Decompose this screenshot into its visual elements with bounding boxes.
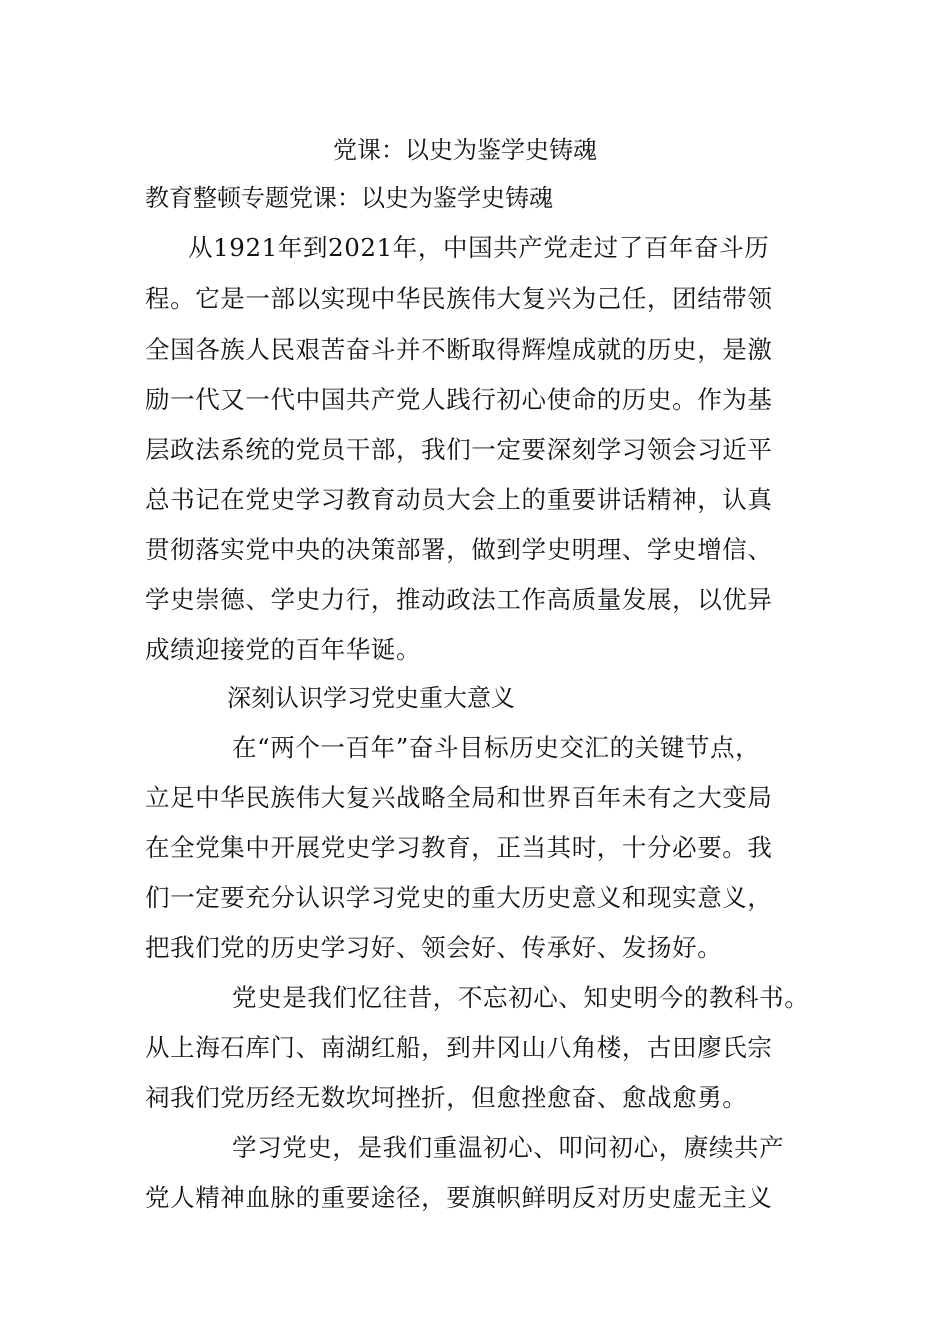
section-heading: 深刻认识学习党史重大意义	[227, 684, 515, 712]
paragraph-2-line: 在全党集中开展党史学习教育，正当其时，十分必要。我	[145, 833, 773, 862]
paragraph-4-line: 党人精神血脉的重要途径，要旗帜鲜明反对历史虚无主义	[145, 1183, 773, 1212]
paragraph-1-line: 层政法系统的党员干部，我们一定要深刻学习领会习近平	[145, 435, 773, 464]
paragraph-1-line: 从1921年到2021年，中国共产党走过了百年奋斗历	[188, 233, 770, 262]
paragraph-3-line: 党史是我们忆往昔，不忘初心、知史明今的教科书。	[232, 983, 810, 1012]
paragraph-3-line: 祠我们党历经无数坎坷挫折，但愈挫愈奋、愈战愈勇。	[145, 1083, 748, 1112]
paragraph-2-line: 们一定要充分认识学习党史的重大历史意义和现实意义，	[145, 883, 773, 912]
paragraph-2-line: 在“两个一百年”奋斗目标历史交汇的关键节点，	[232, 733, 761, 762]
paragraph-1-line: 成绩迎接党的百年华诞。	[145, 635, 422, 664]
paragraph-1-line: 励一代又一代中国共产党人践行初心使命的历史。作为基	[145, 385, 773, 414]
paragraph-1-line: 贯彻落实党中央的决策部署，做到学史明理、学史增信、	[145, 535, 773, 564]
paragraph-4-line: 学习党史，是我们重温初心、叩问初心，赓续共产	[232, 1133, 785, 1162]
document-subtitle: 教育整顿专题党课：以史为鉴学史铸魂	[145, 184, 553, 212]
paragraph-1-line: 全国各族人民艰苦奋斗并不断取得辉煌成就的历史，是激	[145, 335, 773, 364]
paragraph-1-line: 总书记在党史学习教育动员大会上的重要讲话精神，认真	[145, 485, 773, 514]
paragraph-1-line: 学史崇德、学史力行，推动政法工作高质量发展，以优异	[145, 585, 773, 614]
paragraph-3-line: 从上海石库门、南湖红船，到井冈山八角楼，古田廖氏宗	[145, 1033, 773, 1062]
paragraph-2-line: 把我们党的历史学习好、领会好、传承好、发扬好。	[145, 933, 723, 962]
paragraph-1-line: 程。它是一部以实现中华民族伟大复兴为己任，团结带领	[145, 284, 773, 313]
paragraph-2-line: 立足中华民族伟大复兴战略全局和世界百年未有之大变局	[145, 783, 773, 812]
document-title: 党课：以史为鉴学史铸魂	[333, 136, 597, 164]
